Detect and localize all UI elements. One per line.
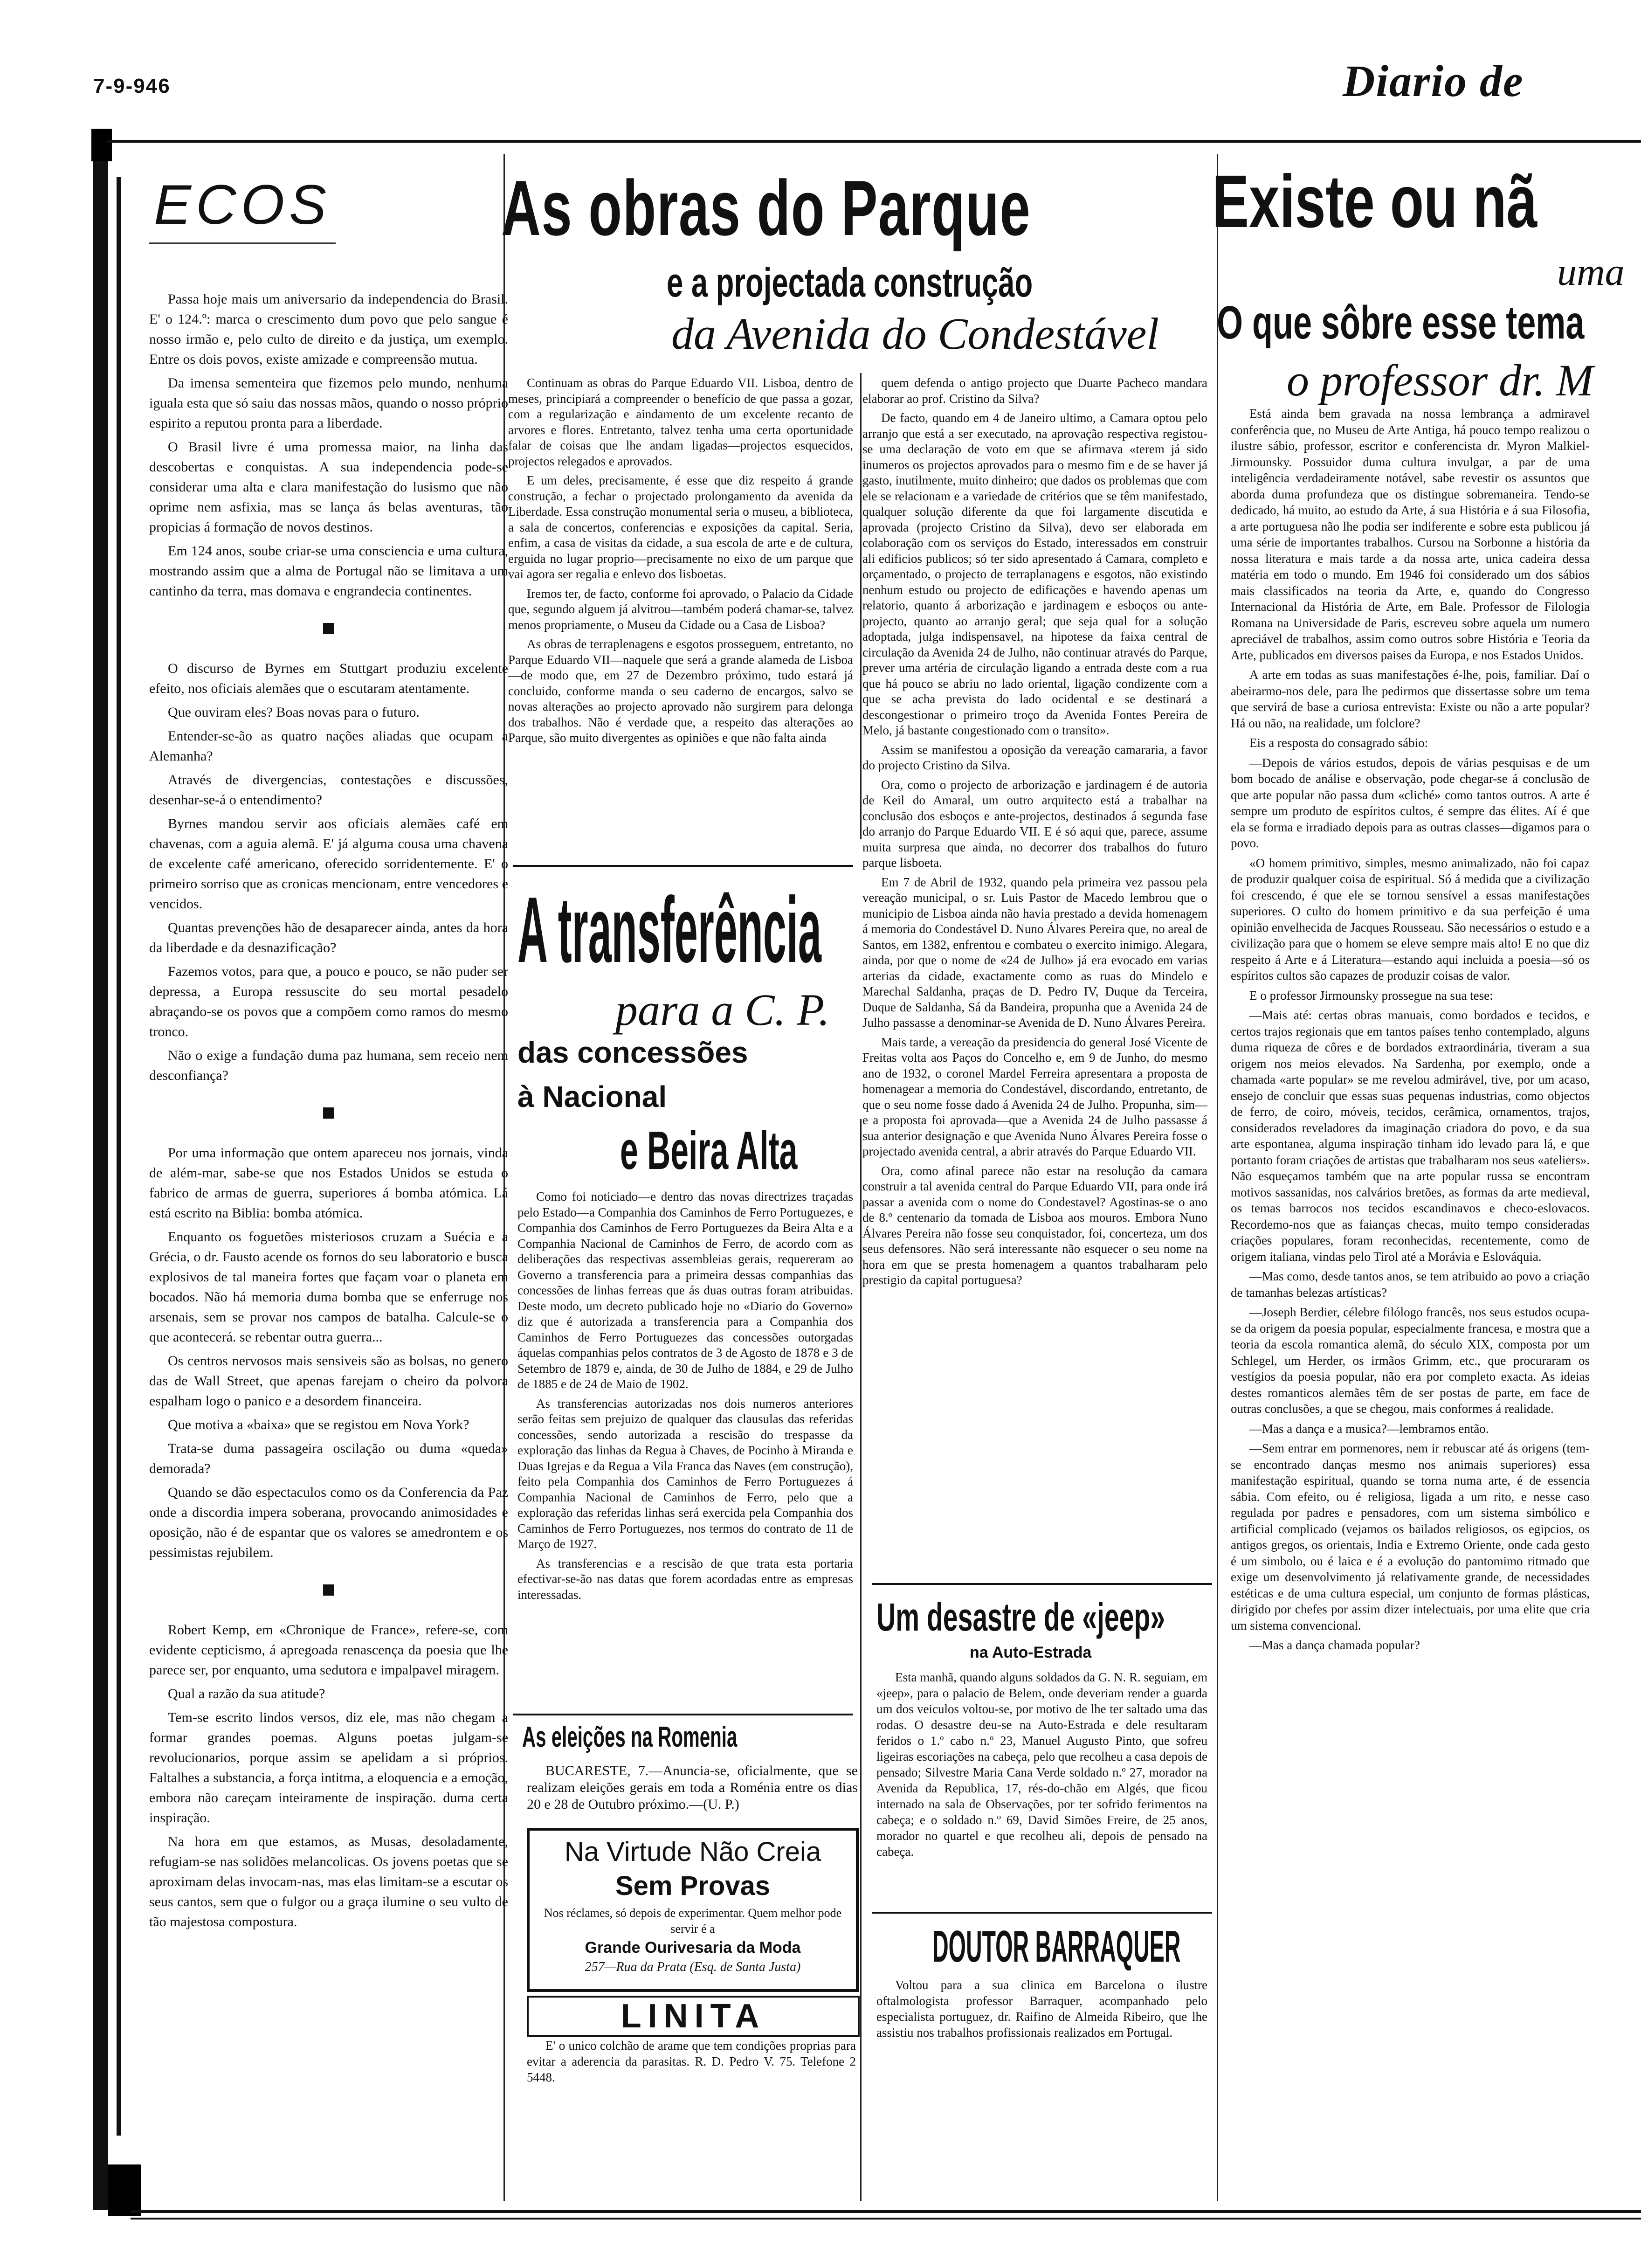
parque-paragraph: As obras de terraplenagens e esgotos prosseguem, entretanto, no Parque Eduardo VII—naquele que será a grande alameda de Lisboa—de modo que, em 27 de Dezembro próximo, tudo estará já concluido, conforme manda o seu caderno de encargos, salvo se novas alterações ao projecto aprovado não surgirem para delonga dos trabalhos. Não é verdade que, a respeito das alterações ao Parque, são muito divergentes as opiniões e que não falta ainda [508,637,853,745]
section-square-icon [323,1107,334,1119]
existe-subhead: uma [1557,250,1625,294]
existe-paragraph: —Mas como, desde tantos anos, se tem atribuido ao povo a criação de tamanhas belezas artísticas? [1231,1269,1590,1300]
section-rule [872,1583,1212,1585]
parque-paragraph: quem defenda o antigo projecto que Duarte Pacheco mandara elaborar ao prof. Cristino da Silva? [862,376,1207,406]
ecos-paragraph: Enquanto os foguetões misteriosos cruzam a Suécia e a Grécia, o dr. Fausto acende os fornos do seu laboratorio e busca explosivos de tal maneira fortes que façam voar o planeta em bocados. Não há memoria duma bomba que se enferruge nos arsenais, sem se provar nos campos de batalha. Calcule-se o que acontecerá. se rebentar outra guerra... [149,1229,508,1345]
section-square-icon [323,623,334,634]
parque-paragraph: Continuam as obras do Parque Eduardo VII. Lisboa, dentro de meses, principiará a compreender o benefício de que passa a gozar, com a regularização e aindamento de um excelente recanto de arvores e flores. Entretanto, talvez tenha uma certa oportunidade falar de coisas que lhe andam ligadas—projectos esquecidos, projectos relegados e aprovados. [508,376,853,468]
section-rule [513,865,853,867]
parque-column-1 [508,375,853,860]
bottom-corner-block [108,2164,141,2216]
transferencia-paragraph: As transferencias e a rescisão de que trata esta portaria efectivar-se-ão nas datas que forem acordadas entre as empresas interessadas. [517,1556,853,1602]
linita-body [527,2038,856,2084]
ecos-paragraph: Entender-se-ão as quatro nações aliadas que ocupam a Alemanha? [149,728,508,764]
section-square-icon [323,1584,334,1596]
ecos-paragraph: Tem-se escrito lindos versos, diz ele, mas não chegam a formar grandes poemas. Alguns poetas julgam-se revolucionarios, porque assim se apelidam a si próprios. Faltalhes a substancia, a força intitma, a eloquencia e a emoção, embora não careçam inteiramente de inspiração. duma certa inspiração. [149,1710,508,1825]
ad-title: Sem Provas [615,1871,771,1901]
newspaper-masthead: Diario de [1343,56,1524,106]
left-inner-rule [117,177,121,2136]
jeep-headline: Um desastre de «jeep» [876,1595,1165,1639]
ecos-paragraph: Em 124 anos, soube criar-se uma consciencia e uma cultura, mostrando assim que a alma de Portugal não se limitava a um cantinho da terra, mas domava e engrandecia continentes. [149,543,508,599]
ecos-paragraph: Por uma informação que ontem apareceu nos jornais, vinda de além-mar, sabe-se que nos Estados Unidos se estuda o fabrico de armas de guerra, superiores á bomba atómica. Lá está escrito na Biblia: bomba atómica. [149,1145,508,1221]
eleicoes-headline: As eleições na Romenia [522,1721,738,1753]
doutor-paragraph: Voltou para a sua clinica em Barcelona o ilustre oftalmologista professor Barraquer, acompanhado pelo especialista portuguez, dr. Raifino de Almeida Ribeiro, que lhe assistiu nos trabalhos profissionais realizados em Portugal. [876,1978,1207,2040]
ecos-paragraph: Byrnes mandou servir aos oficiais alemães café em chavenas, com a aguia alemã. E' já alguma cousa uma chavena de excelente café americano, oferecido sorridentemente. E' o primeiro sorriso que as cronicas mencionam, entre vencedores e vencidos. [149,816,508,912]
parque-paragraph: Iremos ter, de facto, conforme foi aprovado, o Palacio da Cidade que, segundo alguem já alvitrou—também poderá chamar-se, talvez menos propriamente, o Museu da Cidade ou a Casa de Lisboa? [508,586,853,632]
existe-subhead-italic: o professor dr. M [1287,355,1593,405]
column-separator [860,1119,862,2201]
virtude-advertisement [527,1828,859,1992]
transferencia-headline: A transferência [517,878,821,982]
column-separator [860,373,862,839]
ecos-paragraph: Que motiva a «baixa» que se registou em Nova York? [168,1417,469,1432]
jeep-paragraph: Esta manhã, quando alguns soldados da G. N. R. seguiam, em «jeep», para o palacio de Belem, onde deveriam render a guarda um dos veiculos voltou-se, por motivo de lhe ter saltado uma das rodas. O desastre deu-se na Auto-Estrada e dele resultaram feridos o 1.º cabo n.º 23, Manuel Augusto Pinto, que sofreu ligeiras escoriações na cabeça, pelo que recolheu a casa depois de pensado; Silvestre Maria Cana Verde soldado n.º 27, morador na Avenida da Republica, 17, rés-do-chão em Algés, que ficou internado na sala de Observações, por ter sofrido ferimentos na cabeça; e o soldado n.º 69, David Simões Freire, de 25 anos, morador no quartel e que recolheu ali, depois de pensado na cabeça. [876,1670,1207,1859]
parque-paragraph: Ora, como afinal parece não estar na resolução da camara construir a tal avenida central do Parque Eduardo VII, para onde irá passar a avenida com o nome do Condestavel? Agostinas-se o ano de 8.º centenario da tomada de Lisboa aos mouros. Embora Nuno Álvares Pereira não fosse seu conquistador, foi, concerteza, um dos seus defensores. Não será interessante não esquecer o seu nome na hora em que se presta homenagem a quantos trabalharam pelo prestigio da capital portuguesa? [862,1163,1207,1287]
ecos-paragraph: Que ouviram eles? Boas novas para o futuro. [168,705,420,720]
existe-paragraph: —Mas a dança chamada popular? [1249,1638,1420,1652]
parque-subhead-italic: da Avenida do Condestável [671,309,1159,359]
existe-body [1231,406,1590,2192]
jeep-subhead: na Auto-Estrada [970,1644,1092,1661]
existe-paragraph: A arte em todas as suas manifestações é-lhe, pois, familiar. Daí o abeirarmo-nos dele, para lhe pedirmos que dissertasse sobre um tema que servirá de base a curiosa entrevista: Existe ou não a arte popular? Há ou não, na realidade, um folclore? [1231,668,1590,730]
transferencia-subhead: para a C. P. [615,985,830,1035]
ecos-paragraph: Não o exige a fundação duma paz humana, sem receio nem desconfiança? [149,1048,508,1083]
transferencia-paragraph: Como foi noticiado—e dentro das novas directrizes traçadas pelo Estado—a Companhia dos Caminhos de Ferro Portuguezes, e Companhia dos Caminhos de Ferro Portuguezes da Beira Alta e a Companhia Nacional de Caminhos de Ferro, de acordo com as deliberações das respectivas assembleias gerais, requereram ao Governo a transferencia para a primeira dessas companhias das concessões de linhas ferreas que ás duas outras foram atribuidas. Deste modo, um decreto publicado hoje no «Diario do Governo» diz que é autorizada a transferencia para a Companhia dos Caminhos de Ferro Portuguezes das concessões outorgadas áquelas companhias pelos contratos de 3 de Agosto de 1878 e 3 de Setembro de 1879 e, ainda, de 30 de Julho de 1884, e 29 de Julho de 1885 e de 24 de Maio de 1902. [517,1189,853,1391]
existe-paragraph: —Sem entrar em pormenores, nem ir rebuscar até ás origens (tem-se encontrado danças mesmo nos animais superiores) essa manifestação espiritual, quando se torna numa arte, é de essencia sábia. Com efeito, ou é religiosa, ligada a um rito, e nesse caso regulada por padres e pensadores, com um sistema simbólico e artificial complicado (vejamos os bailados religiosos, os egipcios, os antigos gregos, os orientais, India e Extremo Oriente, onde cada gesto é um simbolo, ou é laica e é a evolução do pantomimo ritmado que exige um desenvolvimento já relativamente grande, de necessidades estéticas e de uma cultura especial, um conjunto de formas plásticas, dirigido por chefes por assim dizer intelectuais, por uma elite que cria um sistema convencional. [1231,1441,1590,1632]
existe-subhead: O que sôbre esse tema [1217,297,1585,349]
ad-title: Na Virtude Não Creia [564,1837,821,1867]
parque-paragraph: E um deles, precisamente, é esse que diz respeito á grande construção, a fechar o projectado prolongamento da avenida da Liberdade. Essa construção monumental seria o museu, a biblioteca, a sala de concertos, conferencias e exposições da capital. Seria, enfim, a casa de visitas da cidade, a sua escola de arte e de cultura, erguida no lugar proprio—precisamente no eixo de um parque que vai agora ser regalia e enlevo dos lisboetas. [508,473,853,581]
section-rule [513,1714,853,1715]
ecos-paragraph: Da imensa sementeira que fizemos pelo mundo, nenhuma iguala esta que só saiu das nossas mãos, quando o nosso próprio espirito a reputou pronta para a liberdade. [149,375,508,431]
ad-address: 257—Rua da Prata (Esq. de Santa Justa) [585,1960,801,1974]
parque-paragraph: De facto, quando em 4 de Janeiro ultimo, a Camara optou pelo arranjo que está a ser executado, na aprovação respectiva registou-se uma declaração de voto em que se afirmava «terem já sido inumeros os projectos aprovados para o mesmo fim e de se haver já gasto, inutilmente, muito dinheiro; que dados os problemas que com ele se relacionam e a variedade de critérios que se têm manifestado, qualquer solução diferente da que foi largamente discutida e aprovada (projecto Cristino da Silva), devo ser elaborada em colaboração com os serviços do Estado, interessados em construir ali edificios publicos; só ter sido apresentado á Camara, completo e orçamentado, o projecto de terraplanagens e esgotos, não existindo nenhum estudo ou projecto de edificações e havendo apenas um relatorio, quanto á arborização e jardinagem e esboços ou ante-projecto, quanto ao arranjo geral; que seja qual for a solução adoptada, julga indispensavel, na hipotese da faixa central de circulação da Avenida 24 de Julho, não continuar através do Parque, prever uma artéria de circulação ligando a entrada deste com a rua que há pouco se abriu no lado oriental, ligação condizente com a que se acha prevista do lado ocidental e se destinará a descongestionar o primeiro troço da Avenida Fontes Pereira de Melo, já bastante congestionado com o transito». [862,411,1207,737]
existe-paragraph: —Mas a dança e a musica?—lembramos então. [1249,1421,1489,1436]
ecos-paragraph: Passa hoje mais um aniversario da independencia do Brasil. E' o 124.º: marca o crescimento dum povo que pelo sangue é nosso irmão e, pelo culto de direito e da justiça, um exemplo. Entre os dois povos, existe amizade e compreensão mutua. [149,291,508,367]
ecos-paragraph: Os centros nervosos mais sensiveis são as bolsas, no genero das de Wall Street, que apenas farejam o cheiro da polvora espalham logo o panico e a desordem financeira. [149,1353,508,1409]
existe-paragraph: Eis a resposta do consagrado sábio: [1249,736,1428,750]
eleicoes-body [527,1763,858,1823]
ecos-paragraph: O Brasil livre é uma promessa maior, na linha das descobertas e conquistas. A sua independencia pode-se considerar uma alta e clara manifestação do lusismo que não oprime nem asfixia, mas se lança ás belas aventuras, tão propicias á formação de novos destinos. [149,439,508,535]
ecos-paragraph: O discurso de Byrnes em Stuttgart produziu excelente efeito, nos oficiais alemães que o escutaram atentamente. [149,661,508,696]
bottom-rule-2 [131,2218,1641,2220]
ecos-paragraph: Robert Kemp, em «Chronique de France», refere-se, com evidente cepticismo, á apregoada renascença da poesia que lhe parece ser, por enquanto, uma sedutora e impalpavel miragem. [149,1622,508,1678]
ecos-underline [149,242,336,244]
bottom-rule [131,2210,1641,2213]
transferencia-subhead: à Nacional [517,1080,667,1113]
top-rule [107,140,1641,143]
existe-paragraph: Está ainda bem gravada na nossa lembrança a admiravel conferência que, no Museu de Arte Antiga, há pouco tempo realizou o ilustre sábio, professor, escritor e conferencista dr. Myron Malkiel-Jirmounsky. Possuidor duma cultura invulgar, a par de uma inteligência verdadeiramente notável, sabe revestir os assuntos que aborda duma profundeza que os distingue sobremaneira. Tendo-se dedicado, há muito, ao estudo da Arte, á sua História e á sua Filosofia, a arte portuguesa não lhe podia ser indiferente e sobre esta publicou já uma série de importantes trabalhos. Cursou na Sorbonne a história da nossa literatura e mais tarde a da nossa arte, unica cadeira dessa matéria em todo o mundo. Em 1946 foi considerado um dos sábios mais classificados na teoria da Arte, e, quando do Congresso Internacional da História de Arte, em Bale. Professor de Filologia Romana na Universidade de Paris, escreveu sobre aquela um numero apreciável de trabalhos, assim como outros sobre História e Teoria da Arte, publicados em diversos paises da Europa, e nos Estados Unidos. [1231,407,1590,662]
ecos-paragraph: Fazemos votos, para que, a pouco e pouco, se não puder ser depressa, a Europa ressuscite do seu mortal pesadelo abraçando-se os povos que a compõem como ramos do mesmo tronco. [149,964,508,1039]
ecos-paragraph: Trata-se duma passageira oscilação ou duma «queda» demorada? [149,1441,508,1476]
column-separator [1217,154,1218,2201]
top-corner-block [91,129,112,161]
ecos-heading: ECOS [154,173,331,236]
parque-headline: As obras do Parque [501,164,1031,252]
transferencia-subhead: das concessões [517,1036,748,1069]
existe-headline: Existe ou nã [1212,159,1538,243]
existe-paragraph: —Depois de vários estudos, depois de várias pesquisas e de um bom bocado de análise e observação, pode chegar-se á conclusão de que arte popular não passa dum «cliché» como tantos outros. A arte é sempre um produto de espíritos cultos, é sempre das élites. Aí é que ela se forma e irradiado depois para as outras classes—digamos para o povo. [1231,755,1590,850]
existe-paragraph: «O homem primitivo, simples, mesmo animalizado, não foi capaz de produzir qualquer coisa de espiritual. Só á medida que a civilização foi crescendo, é que ele se tornou sensível a essas manifestações superiores. O culto do homem primitivo e da sua perfeição é uma opinião envelhecida de Jacques Rousseau. São necessários o estudo e a civilização para que o homem se eleve sempre mais alto! E no que diz respeito á Arte e á Literatura—estando aqui incluida a poesia—só os espíritos cultos são capazes de produzir coisas de valor. [1231,856,1590,982]
ecos-article [149,289,508,2192]
ecos-paragraph: Através de divergencias, contestações e discussões, desenhar-se-á o entendimento? [149,772,508,808]
existe-paragraph: —Mais até: certas obras manuais, como bordados e tecidos, e certos trajos regionais que em tantos países tenho contemplado, alguns duma riqueza de côres e de bordados extraordinária, tiveram a sua origem nos meios elevados. Na Sardenha, por exemplo, onde a chamada «arte popular» se me revelou admirável, tive, por um acaso, ensejo de concluir que essas suas pequenas industrias, como objectos de ferro, de coiro, móveis, tecidos, cerâmica, ornamentos, trajos, considerados reveladores da imaginação criadora do povo, e da sua arte espontanea, alguma inspiração tinham ido levado para lá, e que portanto foram criações de artistas que trabalharam nos seus «ateliers». Não esqueçamos também que na arte popular russa se encontram motivos sassanidas, nos calvários bretões, as formas da arte medieval, os temas barrocos nos tecidos escandinavos e checo-eslovacos. Recordemo-nos que as faianças checas, muito tempo consideradas criações populares, foram reconhecidas, recentemente, como de origem italiana, vindas pelo Tirol até a Morávia e Eslováquia. [1231,1008,1590,1264]
ecos-paragraph: Quantas prevenções hão de desaparecer ainda, antes da hora da liberdade e da desnazificação? [149,920,508,955]
existe-paragraph: E o professor Jirmounsky prossegue na sua tese: [1249,988,1493,1003]
parque-paragraph: Mais tarde, a vereação da presidencia do general José Vicente de Freitas volta aos Paços do Concelho e, em 9 de Junho, do mesmo ano de 1932, o coronel Mardel Ferreira apresentara a proposta de homenagear a memoria do Condestável, discordando, entretanto, de que o seu nome fosse dado á Avenida 24 de Julho. Propunha, sim—e a proposta foi aprovada—que a Avenida 24 de Julho passasse á sua anterior designação e que Avenida Nuno Álvares Pereira fosse o projectado avenida central, a abrir através do Parque Eduardo VII. [862,1035,1207,1158]
doutor-body [876,1977,1207,2089]
existe-paragraph: —Joseph Berdier, célebre filólogo francês, nos seus estudos ocupa-se da origem da poesia popular, especialmente francesa, e mostra que a teoria da escola romantica alemã, do século XIX, composta por um Schlegel, um Herder, os irmãos Grimm, etc., que procuraram os vestígios da poesia popular, não era por completo exacta. As ideias destes romanticos alemães têm de ser postas de parte, em face de outras conclusões, a que se chegou, mais conformes á realidade. [1231,1305,1590,1416]
section-rule [872,1912,1212,1914]
jeep-body [876,1669,1207,1907]
ecos-paragraph: Na hora em que estamos, as Musas, desoladamente, refugiam-se nas solidões melancolicas. Os jovens poetas que se aproximam delas invocam-nas, mas elas limitam-se a escutar os seus cantos, sem que o fulgor ou a graça ilumine o seu vulto de tão majestosa compostura. [149,1834,508,1929]
transferencia-subhead: e Beira Alta [620,1120,798,1181]
ecos-paragraph: Qual a razão da sua atitude? [168,1686,325,1701]
left-border-bar [93,131,108,2210]
parque-paragraph: Ora, como o projecto de arborização e jardinagem é de autoria de Keil do Amaral, um outro arquitecto está a trabalhar na conclusão dos esboços e ante-projectos, destinados á segunda fase do arranjo do Parque Eduardo VII. E é só aqui que, parece, assume muita surpresa que ainda, no decorrer dos trabalhos do futuro parque lisboeta. [862,777,1207,870]
linita-text: E' o unico colchão de arame que tem condições proprias para evitar a aderencia da parasitas. R. D. Pedro V. 75. Telefone 2 5448. [527,2039,856,2084]
ecos-paragraph: Quando se dão espectaculos como os da Conferencia da Paz onde a discordia impera soberana, provocando animosidades e oposição, não é de espantar que os valores se amedrontem e os pessimistas rejubilem. [149,1485,508,1560]
parque-subhead: e a projectada construção [667,259,1033,305]
doutor-headline: DOUTOR BARRAQUER [932,1922,1181,1971]
linita-advertisement: LINITA [527,1996,860,2037]
parque-paragraph: Assim se manifestou a oposição da vereação camararia, a favor do projecto Cristino da Silva. [862,742,1207,772]
transferencia-paragraph: As transferencias autorizadas nos dois numeros anteriores serão feitas sem prejuizo de qualquer das clausulas das referidas concessões, sendo autorizada a rescisão do trespasse da exploração das linhas da Regua à Chaves, de Pocinho à Miranda e Duas Igrejas e da Regua a Vila Franca das Naves (em construção), feito pela Companhia dos Caminhos de Ferro Portuguezes á Companhia Nacional de Caminhos de Ferro, pelo que a exploração das referidas linhas será exercida pela Companhia dos Caminhos de Ferro Portuguezes, nos termos do contrato de 11 de Março de 1927. [517,1396,853,1551]
ad-shop-name: Grande Ourivesaria da Moda [585,1939,801,1957]
eleicoes-paragraph: BUCARESTE, 7.—Anuncia-se, oficialmente, que se realizam eleições gerais em toda a Roménia entre os dias 20 e 28 de Outubro próximo.—(U. P.) [527,1763,858,1812]
parque-column-2 [862,375,1207,1569]
ad-text: Nos réclames, só depois de experimentar. Quem melhor pode servir é a [544,1906,842,1936]
transferencia-body [517,1189,853,1707]
parque-paragraph: Em 7 de Abril de 1932, quando pela primeira vez passou pela vereação municipal, o sr. Luis Pastor de Macedo lembrou que o municipio de Lisboa ainda não havia prestado a devida homenagem á memoria do Condestável D. Nuno Álvares Pereira que, no areal de Santos, em 1382, enfrentou e combateu o exercito inimigo. Alegara, ainda, por que o nome de «24 de Julho» já era evocado em varias arterias da cidade, exactamente como as ruas do Mindelo e Marechal Saldanha, praças de D. Pedro IV, Duque da Terceira, Duque de Saldanha, Sá da Bandeira, propunha que a Avenida 24 de Julho passasse a denominar-se Avenida de D. Nuno Álvares Pereira. [862,875,1207,1030]
issue-date: 7-9-946 [93,75,171,97]
